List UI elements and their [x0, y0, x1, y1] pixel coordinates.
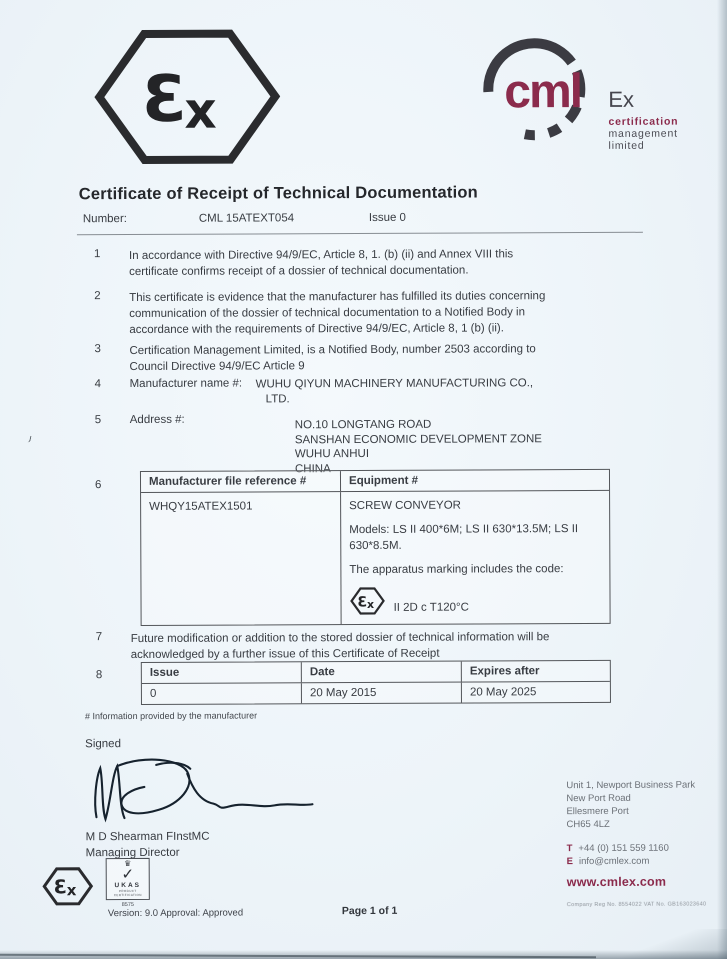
file-table-header-row: [141, 470, 609, 493]
file-table-header-equipment: Equipment #: [348, 474, 419, 488]
address-line-4: CHINA: [294, 462, 331, 475]
clause-2-text: [129, 288, 545, 338]
models-line-2: 630*8.5M.: [349, 539, 402, 553]
svg-text:management: management: [608, 127, 678, 140]
clause-3-text: [129, 341, 535, 375]
email-label: E: [566, 856, 574, 868]
address-label: Address #:: [129, 413, 185, 427]
address-line-1: NO.10 LONGTANG ROAD: [294, 418, 432, 432]
ex-hexagon-mini-icon: [349, 586, 385, 616]
office-address-line-4: CH65 4LZ: [566, 818, 610, 831]
clause-7-number: 7: [95, 631, 103, 644]
clause-7-text: [131, 629, 550, 663]
file-reference-value: WHQY15ATEX1501: [141, 492, 342, 625]
equipment-name: SCREW CONVEYOR: [349, 499, 461, 513]
contact-block: [566, 779, 706, 913]
website-url: www.cmlex.com: [566, 874, 667, 890]
equipment-models: [349, 521, 601, 554]
address-line-2: SANSHAN ECONOMIC DEVELOPMENT ZONE: [294, 432, 542, 446]
ukas-number: 8575: [121, 902, 134, 909]
models-line-1: Models: LS II 400*6M; LS II 630*13.5M; LS II: [349, 523, 579, 537]
clause-2-line-2: communication of the dossier of technical documentation to a Notified Body in: [129, 306, 526, 321]
phone-row: [567, 842, 707, 856]
office-address-line-1: Unit 1, Newport Business Park: [566, 779, 696, 792]
issue-date: 20 May 2015: [302, 683, 462, 704]
phone-number: +44 (0) 151 559 1160: [578, 842, 669, 855]
certificate-title: Certificate of Receipt of Technical Documentation: [78, 183, 478, 204]
clause-3-line-2: Council Directive 94/9/EC Article 9: [129, 360, 305, 374]
svg-text:x: x: [184, 81, 217, 140]
crown-icon: ♛: [124, 859, 132, 869]
cml-ex-logo: [476, 33, 703, 157]
signed-label: Signed: [85, 738, 121, 751]
clause-2-line-3: accordance with the requirements of Directive 94/9/EC, Article 8, 1 (b) (ii).: [129, 322, 504, 337]
clause-6-number: 6: [94, 479, 102, 492]
issue-table-data-row: [142, 682, 610, 704]
version-approval-line: Version: 9.0 Approval: Approved: [107, 907, 244, 920]
svg-text:limited: limited: [608, 139, 645, 152]
issue-value: 0: [142, 683, 302, 704]
ukas-label: UKAS: [114, 881, 141, 890]
issue-table-header-row: [142, 661, 610, 684]
manufacturer-name-value: [256, 376, 534, 407]
manufacturer-footnote: # Information provided by the manufacturer: [85, 710, 258, 722]
svg-text:Ɛ: Ɛ: [142, 62, 188, 137]
clause-2-number: 2: [94, 290, 101, 303]
cml-logo-icon: [476, 33, 703, 152]
atex-ex-hexagon-small: [42, 865, 94, 912]
clause-8-number: 8: [95, 669, 103, 682]
clause-3-number: 3: [94, 343, 101, 356]
svg-text:x: x: [367, 597, 375, 611]
ukas-certification-mark: [106, 858, 150, 908]
marking-code: II 2D c T120°C: [393, 601, 469, 614]
address-value: [295, 417, 542, 476]
svg-text:certification: certification: [608, 115, 679, 128]
svg-text:Ex: Ex: [608, 86, 635, 112]
atex-ex-hexagon-logo: [94, 26, 281, 172]
file-table-header-ref: Manufacturer file reference #: [141, 471, 341, 492]
signatory-role: Managing Director: [85, 846, 180, 860]
svg-text:cml: cml: [504, 65, 582, 119]
clause-1-line-1: In accordance with Directive 94/9/EC, Article 8, 1. (b) (ii) and Annex VIII this: [128, 248, 514, 263]
issue-history-table: [141, 660, 611, 705]
manufacturer-name-line-1: WUHU QIYUN MACHINERY MANUFACTURING CO.,: [255, 377, 534, 391]
clause-1-line-2: certificate confirms receipt of a dossier of technical documentation.: [129, 264, 469, 279]
office-address-line-2: New Port Road: [566, 792, 631, 805]
scan-edge-right: [717, 0, 727, 959]
issue-table-header-date: Date: [302, 662, 462, 683]
company-registration-line: Company Reg No. 8554022 VAT No. GB163023640: [566, 901, 707, 909]
ukas-sublabel: PRODUCT CERTIFICATION: [113, 888, 142, 898]
clause-3-line-1: Certification Management Limited, is a Notified Body, number 2503 according to: [129, 343, 536, 358]
ex-hexagon-small-icon: [42, 865, 94, 907]
page-indicator: Page 1 of 1: [341, 904, 398, 918]
checkmark-icon: ✓: [121, 866, 135, 884]
clause-7-line-2: acknowledged by a further issue of this Certificate of Receipt: [130, 647, 440, 662]
marking-code-row: [349, 585, 601, 616]
signature-icon: [86, 756, 321, 832]
manufacturer-name-label: Manufacturer name #:: [129, 377, 243, 391]
file-reference-table: [140, 469, 611, 626]
clause-1-text: [129, 246, 513, 280]
address-line-3: WUHU ANHUI: [294, 447, 370, 461]
certificate-number: CML 15ATEXT054: [198, 212, 295, 225]
svg-text:Ɛ: Ɛ: [53, 876, 68, 899]
manufacturer-name-line-2: LTD.: [265, 393, 290, 406]
clause-5-number: 5: [94, 414, 102, 427]
issue-table-header-expires: Expires after: [469, 665, 540, 678]
svg-text:x: x: [66, 881, 77, 900]
clause-4-number: 4: [94, 378, 102, 391]
clause-1-number: 1: [93, 248, 101, 261]
phone-label: T: [566, 843, 573, 855]
signature-image: [86, 756, 321, 837]
email-row: [567, 855, 707, 869]
signatory-name: M D Shearman FInstMC: [85, 830, 210, 844]
issue-number: Issue 0: [368, 211, 406, 224]
equipment-cell: [341, 491, 610, 624]
svg-text:Ɛ: Ɛ: [357, 594, 368, 611]
number-label: Number:: [82, 213, 127, 226]
office-address-line-3: Ellesmere Port: [566, 805, 629, 818]
issue-expires: 20 May 2025: [469, 686, 537, 699]
clause-2-line-1: This certificate is evidence that the manufacturer has fulfilled its duties concerning: [129, 290, 546, 305]
email-address: info@cmlex.com: [578, 855, 650, 868]
marking-intro: The apparatus marking includes the code:: [349, 563, 564, 577]
file-table-body-row: [141, 491, 610, 625]
ukas-box: [106, 858, 150, 900]
clause-7-line-1: Future modification or addition to the stored dossier of technical information will be: [130, 631, 550, 646]
header-divider: [77, 232, 643, 235]
issue-table-header-issue: Issue: [142, 662, 302, 683]
ex-hexagon-icon: [94, 26, 281, 167]
scan-artifact-mark: [26, 435, 31, 443]
